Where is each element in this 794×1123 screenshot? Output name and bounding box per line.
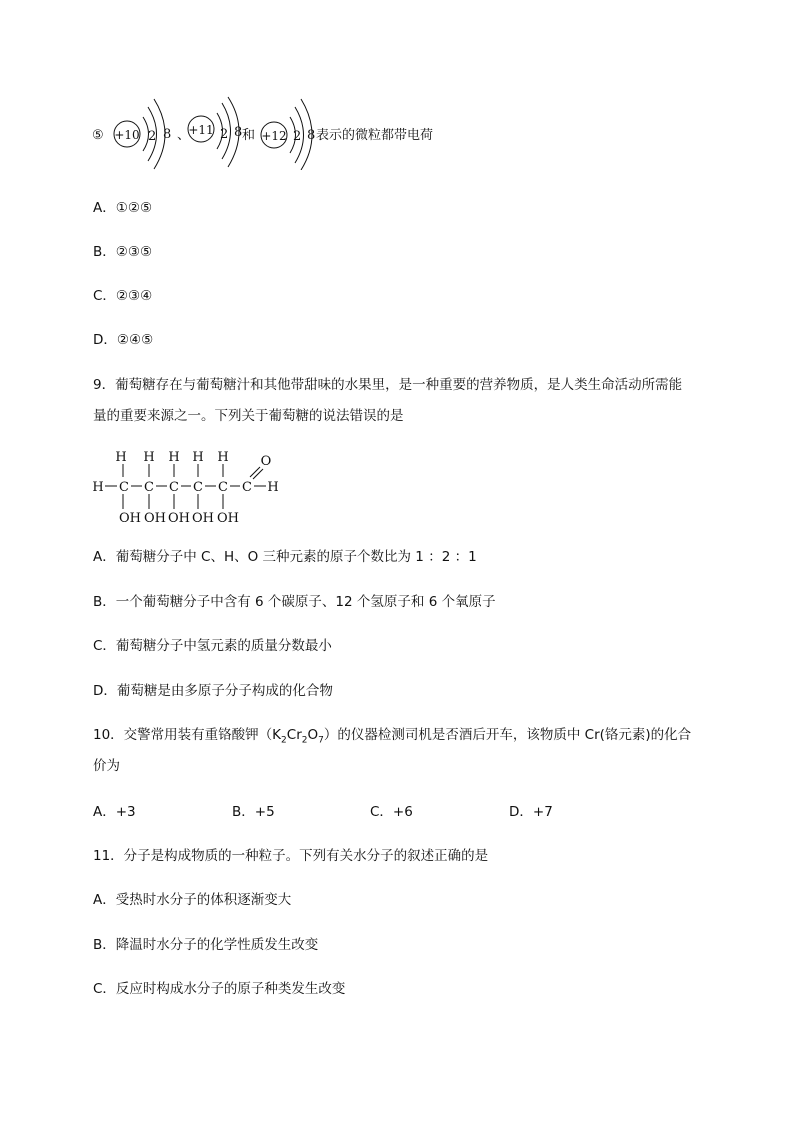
q11-option-a: A．受热时水分子的体积逐渐变大 xyxy=(93,892,292,908)
atom-diagram-2 xyxy=(188,97,242,167)
carbon-atom-1: C xyxy=(119,480,129,495)
oh-group-4: OH xyxy=(192,511,214,526)
q10-options-row xyxy=(93,802,693,822)
chromium-symbol: Cr xyxy=(286,727,302,743)
item-number-5: ⑤ xyxy=(92,128,104,143)
subscript-2: 2 xyxy=(281,735,287,746)
q9-stem-line-1: 9．葡萄糖存在与葡萄糖汁和其他带甜味的水果里，是一种重要的营养物质，是人类生命活动所需能 xyxy=(93,377,683,393)
q10-option-d: D．+7 xyxy=(509,804,553,820)
q11-option-b: B．降温时水分子的化学性质发生改变 xyxy=(93,937,319,953)
top-h-atom-4: H xyxy=(192,450,204,465)
left-h-atom: H xyxy=(92,480,104,495)
nucleus-charge-1: +10 xyxy=(114,128,140,142)
q8-option-c: C．②③④ xyxy=(93,288,153,304)
shell-2-electrons: 8 xyxy=(307,128,316,143)
q9-option-c: C．葡萄糖分子中氢元素的质量分数最小 xyxy=(93,638,332,654)
q10-stem-pre: 10．交警常用装有重铬酸钾（K xyxy=(93,727,282,743)
top-h-atom-5: H xyxy=(217,450,229,465)
carbon-atom-4: C xyxy=(193,480,203,495)
nucleus-charge-3: +12 xyxy=(261,129,287,143)
q9-option-b: B．一个葡萄糖分子中含有 6 个碳原子、12 个氢原子和 6 个氧原子 xyxy=(93,594,496,610)
carbon-atom-5: C xyxy=(218,480,228,495)
subscript-7: 7 xyxy=(318,735,324,746)
shell-1-electrons: 2 xyxy=(220,127,229,142)
separator-and: 和 xyxy=(242,128,256,143)
carbonyl-o-atom: O xyxy=(260,454,272,469)
q10-option-a: A．+3 xyxy=(93,804,136,820)
oh-group-5: OH xyxy=(217,511,239,526)
top-h-atom-2: H xyxy=(143,450,155,465)
oh-group-1: OH xyxy=(119,511,141,526)
q10-option-b: B．+5 xyxy=(232,804,275,820)
q11-option-c: C．反应时构成水分子的原子种类发生改变 xyxy=(93,981,346,997)
top-h-atom-1: H xyxy=(115,450,127,465)
q8-option-d: D．②④⑤ xyxy=(93,332,154,348)
q10-stem-line-1 xyxy=(93,725,691,751)
q10-stem-line-2: 价为 xyxy=(93,758,120,774)
oh-group-2: OH xyxy=(144,511,166,526)
carbon-atom-3: C xyxy=(169,480,179,495)
glucose-structural-formula xyxy=(90,446,290,528)
q10-option-c: C．+6 xyxy=(370,804,413,820)
q9-option-a: A．葡萄糖分子中 C、H、O 三种元素的原子个数比为 1 ：2 ：1 xyxy=(93,549,477,565)
q9-stem-line-2: 量的重要来源之一。下列关于葡萄糖的说法错误的是 xyxy=(93,408,404,424)
subscript-2: 2 xyxy=(301,735,308,746)
q11-stem: 11．分子是构成物质的一种粒子。下列有关水分子的叙述正确的是 xyxy=(93,848,489,864)
separator-comma: 、 xyxy=(177,128,191,143)
shell-1-electrons: 2 xyxy=(293,129,302,144)
right-h-atom: H xyxy=(267,480,279,495)
shell-2-electrons: 8 xyxy=(163,127,172,142)
q8-option-a: A．①②⑤ xyxy=(93,200,153,216)
q9-option-d: D．葡萄糖是由多原子分子构成的化合物 xyxy=(93,683,333,699)
atom-diagram-3 xyxy=(261,99,315,170)
nucleus-charge-2: +11 xyxy=(188,123,214,137)
oh-group-3: OH xyxy=(168,511,190,526)
oxygen-symbol: O xyxy=(307,727,319,743)
atom-diagram-1 xyxy=(114,99,171,169)
q8-option-b: B．②③⑤ xyxy=(93,244,153,260)
carbon-atom-6: C xyxy=(242,480,252,495)
shell-1-electrons: 2 xyxy=(148,129,157,144)
q10-stem-post: ）的仪器检测司机是否酒后开车，该物质中 Cr(铬元素)的化合 xyxy=(323,727,692,743)
atom-structure-diagrams xyxy=(90,95,460,170)
diagram-tail-text: 表示的微粒都带电荷 xyxy=(316,128,434,143)
top-h-atom-3: H xyxy=(168,450,180,465)
carbon-atom-2: C xyxy=(144,480,154,495)
shell-2-electrons: 8 xyxy=(234,125,243,140)
